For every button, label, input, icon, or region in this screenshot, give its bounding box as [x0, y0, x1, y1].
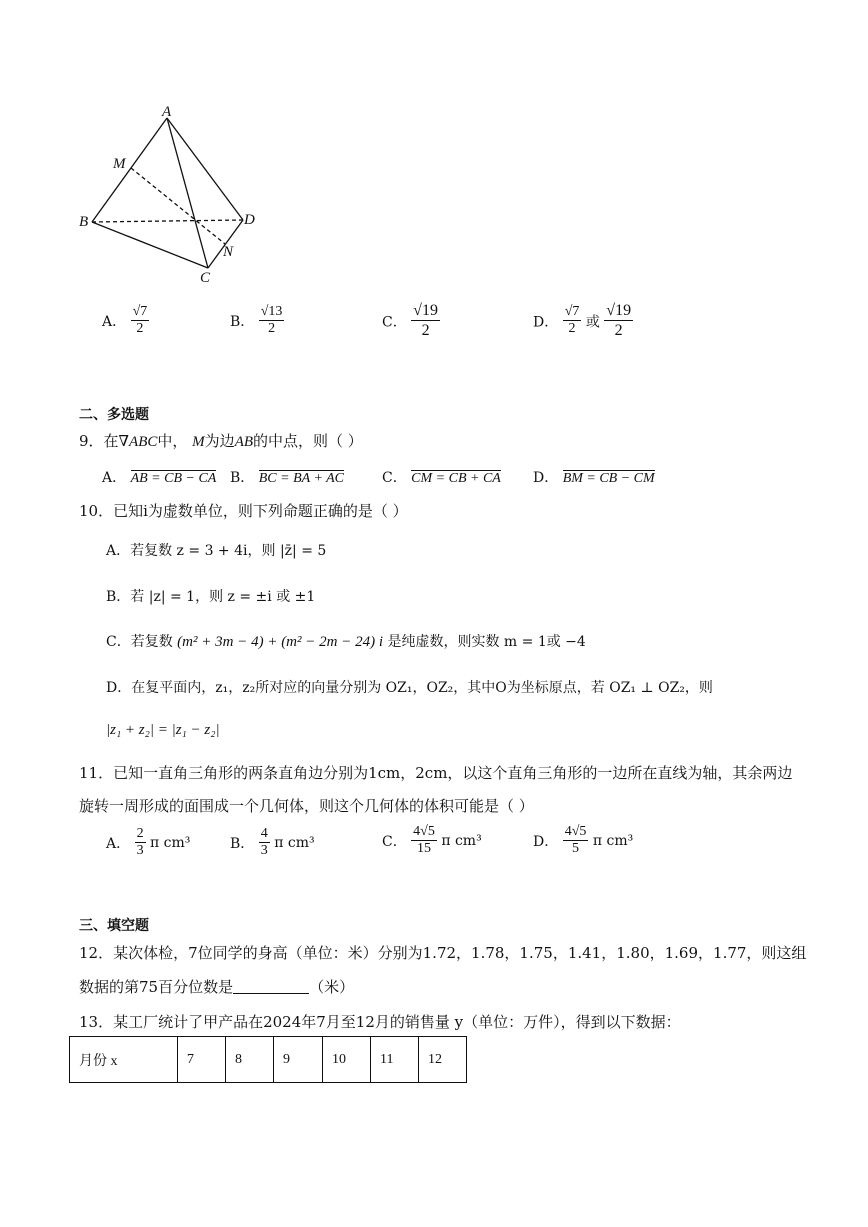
table-cell: 12: [419, 1037, 467, 1083]
q11-option-a[interactable]: [106, 826, 190, 860]
option-label: C．: [382, 833, 407, 850]
option-label: C．: [382, 314, 407, 331]
q9-option-d[interactable]: [533, 467, 655, 487]
fraction-denominator: 3: [260, 843, 268, 859]
q9-option-c[interactable]: [382, 467, 501, 487]
q9-option-b[interactable]: [230, 467, 344, 487]
fraction-denominator: 2: [268, 321, 276, 337]
edge-ab: [92, 118, 167, 222]
or-text: 或: [585, 314, 600, 331]
vector-equation: AB = CB − CA: [130, 471, 217, 486]
q11-option-d[interactable]: [533, 824, 633, 858]
table-cell: 11: [371, 1037, 419, 1083]
edge-ac: [167, 118, 208, 268]
q11-stem-line2: 旋转一周形成的面围成一个几何体，则这个几何体的体积可能是（ ）: [79, 797, 534, 815]
volume-unit: π cm³: [441, 832, 482, 849]
q10-option-b[interactable]: B．若 |z| = 1，则 z = ±i 或 ±1: [106, 589, 316, 605]
option-label: A．: [106, 835, 131, 852]
fraction-numerator: √7: [131, 304, 150, 321]
option-label: D．: [533, 833, 559, 850]
option-label: A．: [102, 470, 127, 486]
tetrahedron-figure: [70, 100, 270, 295]
table-row: [70, 1037, 467, 1083]
point-label-d: D: [244, 212, 255, 228]
q9-stem-part: 为边: [204, 432, 235, 450]
q10-option-d-line2: |z₁ + z₂| = |z₁ − z₂|: [106, 722, 220, 738]
q13-stem: 13．某工厂统计了甲产品在2024年7月至12月的销售量 y（单位：万件），得到以下数据：: [79, 1013, 681, 1031]
fraction-numerator: √19: [604, 302, 633, 321]
segment-mn-hidden: [131, 168, 225, 244]
option-label: B．: [230, 835, 255, 852]
section-heading-fill-in: 三、填空题: [79, 918, 149, 934]
point-label-c: C: [200, 270, 211, 286]
fraction-numerator: 2: [135, 826, 146, 843]
option-label: D．: [533, 470, 559, 486]
vector-equation: CM = CB + CA: [411, 471, 501, 486]
volume-unit: π cm³: [150, 834, 191, 851]
side-ab: AB: [234, 434, 254, 450]
q12-line2-prefix: 数据的第75百分位数是: [79, 978, 234, 996]
table-cell: 9: [274, 1037, 323, 1083]
triangle-name: ABC: [129, 434, 158, 450]
q10-option-a[interactable]: A．若复数 z = 3 + 4i，则 |z̄| = 5: [106, 543, 327, 559]
answer-blank[interactable]: [233, 979, 309, 994]
option-c-suffix: 是纯虚数，则实数 m = 1或 −4: [387, 634, 586, 650]
option-label: B．: [230, 470, 255, 486]
fraction-denominator: 2: [568, 321, 576, 337]
fraction-denominator: 2: [614, 322, 623, 340]
table-cell: 8: [226, 1037, 274, 1083]
fraction-numerator: √7: [563, 304, 582, 321]
volume-unit: π cm³: [274, 834, 315, 851]
edge-ad: [167, 118, 243, 220]
point-label-b: B: [79, 214, 89, 230]
q8-option-a[interactable]: [102, 304, 149, 338]
q9-option-a[interactable]: [102, 467, 216, 487]
q9-stem-part: 的中点，则（ ）: [253, 432, 363, 450]
option-label: C．: [382, 470, 407, 486]
q12-line2-suffix: （米）: [309, 978, 355, 996]
q9-stem-part: 9．在∇: [79, 432, 130, 450]
vector-equation: BM = CB − CM: [562, 471, 655, 486]
q10-option-c[interactable]: [106, 631, 586, 651]
option-label: D．: [533, 314, 559, 331]
q10-option-d-line1[interactable]: D．在复平面内，z₁，z₂所对应的向量分别为 OZ₁，OZ₂，其中O为坐标原点，若 OZ₁ ⊥ OZ₂，则: [106, 680, 713, 696]
sales-data-table: [69, 1036, 467, 1083]
table-cell: 10: [323, 1037, 371, 1083]
option-c-prefix: C．若复数: [106, 634, 173, 650]
fraction-numerator: √19: [411, 302, 440, 321]
edge-bd-hidden: [92, 220, 243, 222]
table-header-cell: 月份 x: [70, 1037, 178, 1083]
fraction-denominator: 2: [136, 321, 144, 337]
option-label: A．: [102, 313, 127, 330]
fraction-denominator: 5: [572, 841, 580, 857]
table-cell: 7: [178, 1037, 226, 1083]
q8-option-c[interactable]: [382, 302, 440, 341]
section-heading-multiple-choice: 二、多选题: [79, 407, 149, 423]
q9-stem: [79, 430, 363, 451]
q10-stem: 10．已知i为虚数单位，则下列命题正确的是（ ）: [79, 502, 408, 520]
fraction-denominator: 2: [421, 322, 430, 340]
point-label-a: A: [162, 104, 172, 120]
q11-option-c[interactable]: [382, 824, 482, 858]
fraction-denominator: 15: [417, 841, 432, 857]
edge-bc: [92, 222, 208, 268]
q11-stem-line1: 11．已知一直角三角形的两条直角边分别为1cm，2cm，以这个直角三角形的一边所在直线为轴，其余两边: [79, 764, 793, 782]
complex-expression: (m² + 3m − 4) + (m² − 2m − 24) i: [177, 634, 384, 650]
fraction-denominator: 3: [136, 843, 144, 859]
fraction-numerator: √13: [259, 304, 285, 321]
q8-option-b[interactable]: [230, 304, 284, 338]
fraction-numerator: 4: [259, 826, 270, 843]
volume-unit: π cm³: [592, 832, 634, 849]
point-label-n: N: [223, 244, 234, 260]
point-m: M: [192, 434, 205, 450]
q9-stem-part: 中，: [157, 432, 188, 450]
q11-option-b[interactable]: [230, 826, 315, 860]
option-label: B．: [230, 313, 255, 330]
fraction-numerator: 4√5: [563, 824, 589, 841]
q12-stem-line1: 12．某次体检，7位同学的身高（单位：米）分别为1.72，1.78，1.75，1.41，1.80，1.69，1.77，则这组: [79, 944, 807, 962]
fraction-numerator: 4√5: [411, 824, 437, 841]
vector-equation: BC = BA + AC: [258, 471, 345, 486]
q12-stem-line2: [79, 976, 354, 997]
q8-option-d[interactable]: [533, 302, 633, 341]
point-label-m: M: [113, 156, 126, 172]
